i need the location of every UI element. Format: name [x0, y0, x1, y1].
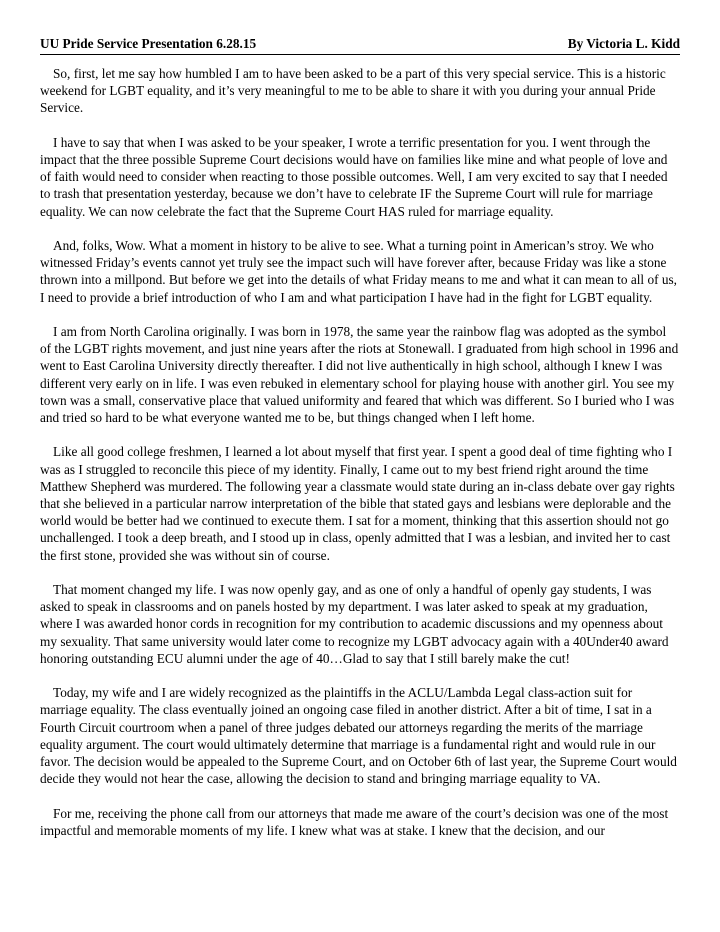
paragraph: I am from North Carolina originally. I was born in 1978, the same year the rainbow flag was adopted as the symbol of the LGBT rights movement, and just nine years after the riots at Stonewall. I graduated from high school in 1996 and went to East Carolina University directly thereafter. I did not live authentically in high school, although I knew I was different very early on in life. I was even rebuked in elementary school for playing house with another girl. You see my town was a small, conservative place that valued uniformity and feared that which was different. So I buried who I was and tried so hard to be what everyone wanted me to be, but things changed when I left home. [40, 324, 679, 426]
paragraph: And, folks, Wow. What a moment in history to be alive to see. What a turning point in American’s stroy. We who witnessed Friday’s events cannot yet truly see the impact such will have forever after, because Friday was like a stone thrown into a millpond. But before we get into the details of what Friday means to me and what it can mean to all of us, I need to provide a brief introduction of who I am and what participation I have had in the fight for LGBT equality. [40, 238, 677, 305]
page-header [40, 36, 680, 55]
document-body [40, 65, 680, 839]
paragraph: For me, receiving the phone call from our attorneys that made me aware of the court’s decision was one of the most impactful and memorable moments of my life. I knew what was at stake. I knew that the decision, and our [40, 805, 669, 838]
document-page [40, 36, 680, 856]
paragraph: So, first, let me say how humbled I am to have been asked to be a part of this very special service. This is a historic weekend for LGBT equality, and it’s very meaningful to me to be able to share it with you during your annual Pride Service. [40, 66, 666, 116]
document-title: UU Pride Service Presentation 6.28.15 [40, 36, 257, 51]
paragraph: Like all good college freshmen, I learned a lot about myself that first year. I spent a good deal of time fighting who I was as I struggled to reconcile this piece of my identity. Finally, I came out to my best friend right around the time Matthew Shepherd was murdered. The following year a classmate would state during an in-class debate over gay rights that she believed in a particular narrow interpretation of the bible that stated gays and lesbians were deplorable and the world would be better had we continued to execute them. I sat for a moment, thinking that this assertion should not go unchallenged. I took a deep breath, and I stood up in class, openly admitted that I was a lesbian, and invited her to cast the first stone, provided she was without sin of course. [40, 444, 675, 563]
paragraph: I have to say that when I was asked to be your speaker, I wrote a terrific presentation for you. I went through the impact that the three possible Supreme Court decisions would have on families like mine and what people of love and of faith would need to consider when reacting to those possible outcomes. Well, I am very excited to say that I needed to trash that presentation yesterday, because we don’t have to celebrate IF the Supreme Court will rule for marriage equality. We can now celebrate the fact that the Supreme Court HAS ruled for marriage equality. [40, 134, 668, 219]
paragraph: Today, my wife and I are widely recognized as the plaintiffs in the ACLU/Lambda Legal class-action suit for marriage equality. The class eventually joined an ongoing case filed in another district. After a bit of time, I sat in a Fourth Circuit courtroom when a panel of three judges debated our attorneys regarding the merits of the marriage equality argument. The court would ultimately determine that marriage is a fundamental right and would rule in our favor. The decision would be appealed to the Supreme Court, and on October 6th of last year, the Supreme Court would decide they would not hear the case, allowing the decision to stand and bringing marriage equality to VA. [40, 685, 677, 787]
document-author: By Victoria L. Kidd [567, 36, 680, 51]
paragraph: That moment changed my life. I was now openly gay, and as one of only a handful of openly gay students, I was asked to speak in classrooms and on panels hosted by my department. I was later asked to speak at my graduation, where I was awarded honor cords in recognition for my contribution to academic discussions and my openness about my sexuality. That same university would later come to recognize my LGBT advocacy again with a 40Under40 award honoring outstanding ECU alumni under the age of 40…Glad to say that I still barely make the cut! [40, 582, 669, 666]
